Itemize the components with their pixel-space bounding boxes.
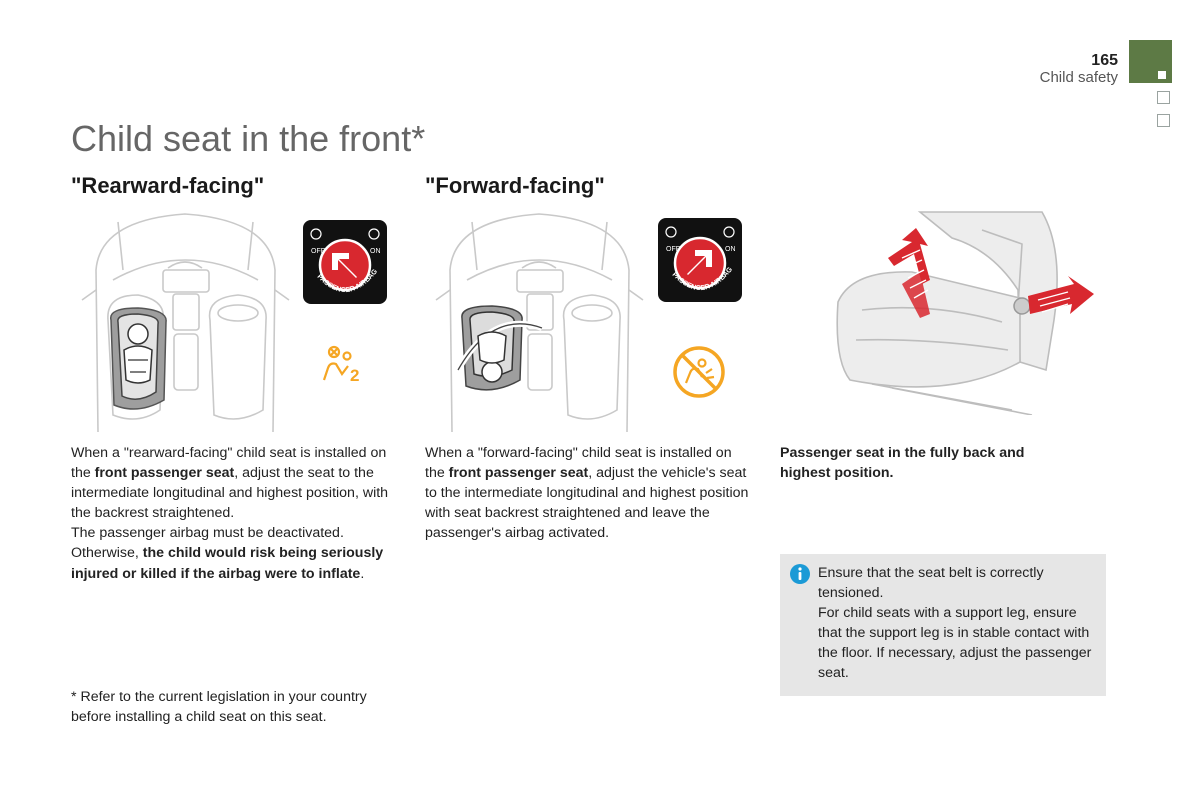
on-label: ON bbox=[725, 246, 736, 253]
passenger-airbag-label: PASSENGER AIRBAG bbox=[315, 268, 380, 295]
rearward-description: When a "rearward-facing" child seat is installed on the front passenger seat, adjust the seat to the intermediate longitudinal and highest position, with the backrest straightened. The passenger airbag must be deactivated. Otherwise, the child would risk being seriously injured or killed if the airbag were to inflate. bbox=[71, 445, 389, 582]
passenger-airbag-label: PASSENGER AIRBAG bbox=[670, 266, 735, 293]
forward-description: When a "forward-facing" child seat is installed on the front passenger seat, adjust the vehicle's seat to the intermediate longitudinal and highest position with seat backrest straightened and leave the passenger's airbag activated. bbox=[425, 445, 749, 542]
seat-caption: Passenger seat in the fully back and highest position. bbox=[780, 445, 1025, 482]
page-title: Child seat in the front* bbox=[71, 118, 426, 159]
chapter-tab[interactable] bbox=[1157, 91, 1170, 104]
info-icon bbox=[790, 564, 810, 584]
chapter-tab[interactable] bbox=[1157, 114, 1170, 127]
page-number: 165 bbox=[1091, 52, 1118, 69]
off-label: OFF bbox=[311, 248, 325, 255]
passenger-seat-illustration bbox=[832, 210, 1100, 415]
chapter-tab-active[interactable] bbox=[1129, 40, 1172, 83]
rearward-heading: "Rearward-facing" bbox=[71, 173, 265, 198]
on-label: ON bbox=[370, 248, 381, 255]
rearward-car-diagram bbox=[78, 210, 293, 432]
forward-car-diagram bbox=[432, 210, 647, 432]
airbag-on-warning-icon bbox=[672, 345, 726, 399]
info-box bbox=[780, 554, 1106, 696]
airbag-off-switch bbox=[303, 220, 387, 304]
off-label: OFF bbox=[666, 246, 680, 253]
airbag-off-indicator-icon bbox=[320, 344, 366, 384]
forward-heading: "Forward-facing" bbox=[425, 173, 605, 198]
airbag-on-switch bbox=[658, 218, 742, 302]
section-name: Child safety bbox=[1039, 69, 1118, 86]
info-text: Ensure that the seat belt is correctly tensioned. For child seats with a support leg, ensure that the support leg is in stable contact with the floor. If necessary, adjust the passenger seat. bbox=[818, 565, 1092, 682]
active-marker-icon bbox=[1158, 71, 1166, 79]
footnote: * Refer to the current legislation in your country before installing a child seat on this seat. bbox=[71, 689, 367, 726]
indicator-number: 2 bbox=[350, 366, 360, 384]
